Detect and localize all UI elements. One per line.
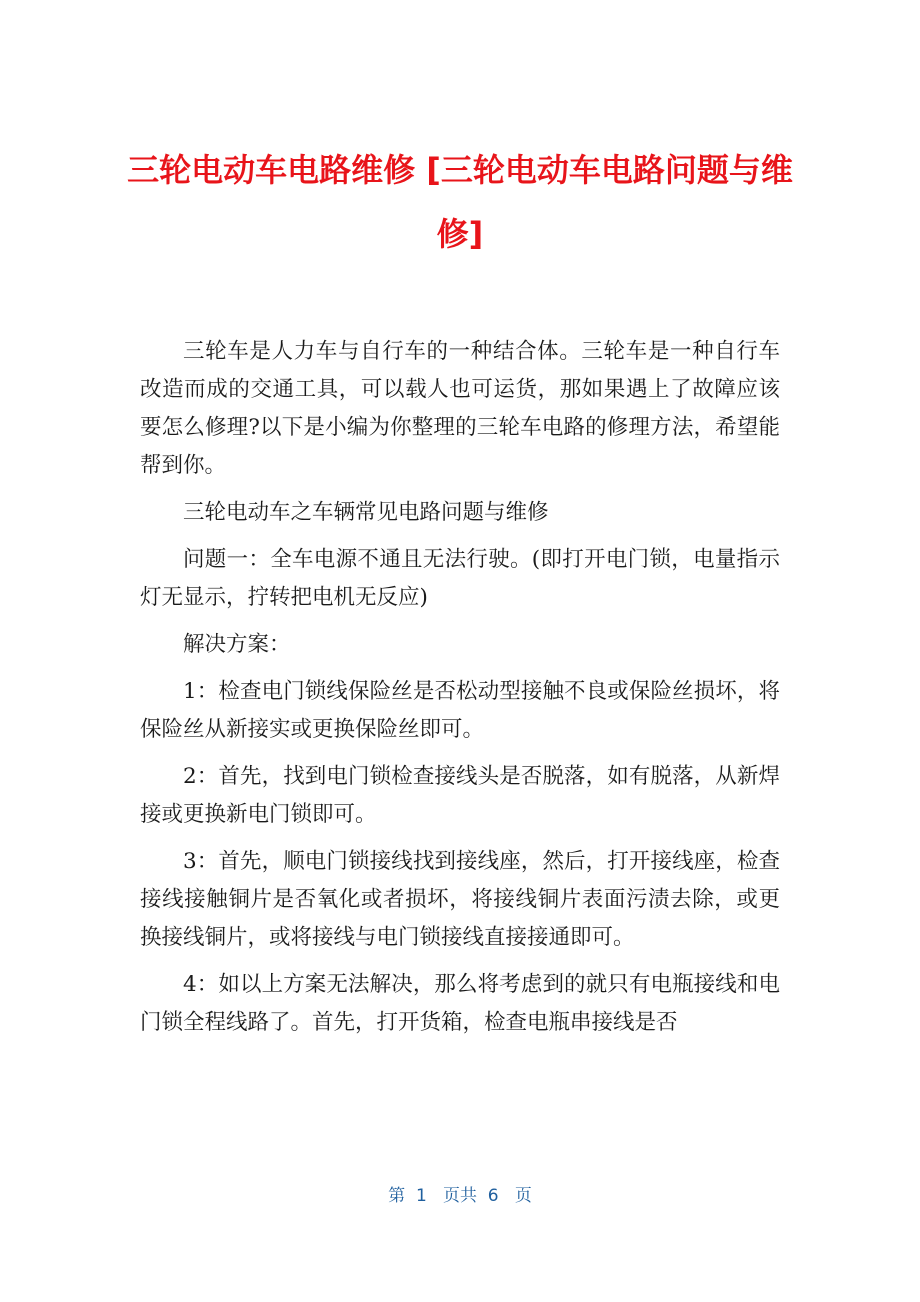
- document-title: 三轮电动车电路维修 [三轮电动车电路问题与维修]: [127, 151, 793, 253]
- paragraph: 3：首先，顺电门锁接线找到接线座，然后，打开接线座，检查接线接触铜片是否氧化或者损坏，将接线铜片表面污渍去除，或更换接线铜片，或将接线与电门锁接线直接接通即可。: [140, 849, 780, 950]
- paragraph: 2：首先，找到电门锁检查接线头是否脱落，如有脱落，从新焊接或更换新电门锁即可。: [140, 764, 780, 827]
- paragraph: 问题一：全车电源不通且无法行驶。(即打开电门锁，电量指示灯无显示，拧转把电机无反应): [140, 547, 780, 610]
- paragraph: 1：检查电门锁线保险丝是否松动型接触不良或保险丝损坏，将保险丝从新接实或更换保险丝即可。: [140, 679, 780, 742]
- paragraph: 4：如以上方案无法解决，那么将考虑到的就只有电瓶接线和电门锁全程线路了。首先，打开货箱，检查电瓶串接线是否: [140, 972, 780, 1035]
- paragraph: 解决方案：: [183, 632, 291, 657]
- document-body: [140, 333, 780, 1051]
- page-number-footer: 第 1 页共 6 页: [388, 1186, 532, 1206]
- paragraph: 三轮车是人力车与自行车的一种结合体。三轮车是一种自行车改造而成的交通工具，可以载人也可运货，那如果遇上了故障应该要怎么修理?以下是小编为你整理的三轮车电路的修理方法，希望能帮到你。: [140, 339, 780, 478]
- paragraph: 三轮电动车之车辆常见电路问题与维修: [183, 500, 549, 525]
